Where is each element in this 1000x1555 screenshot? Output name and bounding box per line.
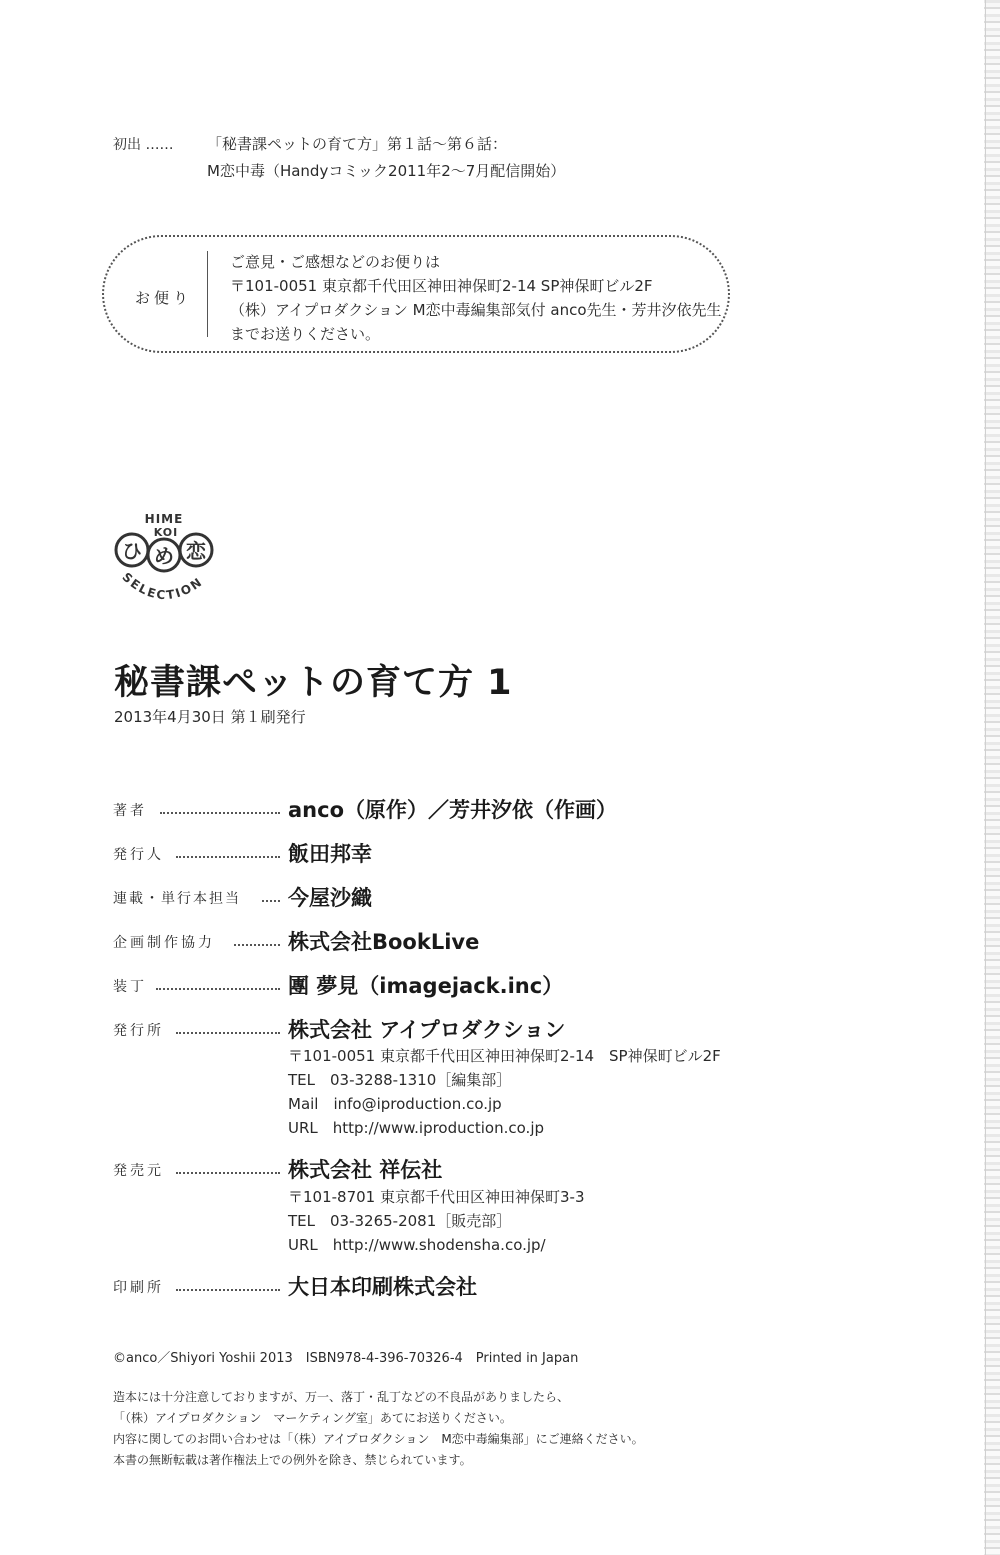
page-edge-line xyxy=(985,0,986,1555)
publisher-person-value: 飯田邦幸 xyxy=(288,842,372,866)
planning-label: 企画制作協力 xyxy=(113,935,215,951)
editor-label: 連載・単行本担当 xyxy=(113,891,241,907)
notice-line: 本書の無断転載は著作権法上での例外を除き、禁じられています。 xyxy=(113,1453,472,1467)
notice-line: 「（株）アイプロダクション マーケティング室」あてにお送りください。 xyxy=(113,1411,512,1425)
distributor-value: 株式会社 祥伝社 xyxy=(288,1158,443,1182)
leader-dots xyxy=(176,854,280,858)
publisher-address: 〒101-0051 東京都千代田区神田神保町2-14 SP神保町ビル2F xyxy=(288,1047,721,1065)
book-title: 秘書課ペットの育て方 1 xyxy=(114,663,513,703)
leader-dots xyxy=(262,898,280,902)
publisher-value: 株式会社 アイプロダクション xyxy=(288,1018,566,1042)
distributor-tel: TEL 03-3265-2081［販売部］ xyxy=(288,1212,512,1230)
leader-dots xyxy=(176,1170,280,1174)
distributor-address: 〒101-8701 東京都千代田区神田神保町3-3 xyxy=(288,1188,585,1206)
copyright-line: ©anco／Shiyori Yoshii 2013 ISBN978-4-396-70326-4 Printed in Japan xyxy=(113,1351,579,1366)
himekoi-selection-logo xyxy=(104,508,224,618)
logo-arc-textpath: SELECTION xyxy=(119,569,206,603)
logo-arc-text xyxy=(120,570,206,602)
distributor-url: URL http://www.shodensha.co.jp/ xyxy=(288,1236,546,1254)
page-edge xyxy=(984,0,1000,1555)
leader-dots xyxy=(176,1030,280,1034)
logo-glyph-1: ひ xyxy=(122,539,142,563)
letters-line: （株）アイプロダクション M恋中毒編集部気付 anco先生・芳井汐依先生 xyxy=(230,301,722,319)
first-publication-line2: M恋中毒（Handyコミック2011年2〜7月配信開始） xyxy=(207,162,566,180)
publisher-mail: Mail info@iproduction.co.jp xyxy=(288,1095,502,1113)
notice-line: 内容に関してのお問い合わせは「（株）アイプロダクション M恋中毒編集部」にご連絡ください。 xyxy=(113,1432,644,1446)
printer-value: 大日本印刷株式会社 xyxy=(288,1275,477,1299)
leader-dots xyxy=(156,986,280,990)
logo-top-text: HIME xyxy=(144,512,184,526)
letters-line: ご意見・ご感想などのお便りは xyxy=(230,253,441,271)
publication-date: 2013年4月30日 第１刷発行 xyxy=(114,708,306,726)
publisher-tel: TEL 03-3288-1310［編集部］ xyxy=(288,1071,512,1089)
first-publication-line1: 「秘書課ペットの育て方」第１話〜第６話： xyxy=(207,135,508,153)
first-publication-label: 初出 …… xyxy=(113,137,174,153)
publisher-person-label: 発行人 xyxy=(113,847,164,863)
letters-divider xyxy=(207,251,208,337)
editor-value: 今屋沙織 xyxy=(288,886,372,910)
letters-label: お便り xyxy=(135,289,193,307)
author-value: anco（原作）／芳井汐依（作画） xyxy=(288,798,617,822)
logo-glyph-2: め xyxy=(154,544,174,568)
letters-line: 〒101-0051 東京都千代田区神田神保町2-14 SP神保町ビル2F xyxy=(230,277,653,295)
leader-dots xyxy=(176,1287,280,1291)
letters-line: までお送りください。 xyxy=(230,325,381,343)
planning-value: 株式会社BookLive xyxy=(288,930,480,954)
author-label: 著者 xyxy=(113,803,147,819)
printer-label: 印刷所 xyxy=(113,1280,164,1296)
design-label: 装丁 xyxy=(113,979,147,995)
leader-dots xyxy=(234,942,280,946)
publisher-label: 発行所 xyxy=(113,1023,164,1039)
distributor-label: 発売元 xyxy=(113,1163,164,1179)
logo-sub-text: KOI xyxy=(153,526,179,539)
publisher-url: URL http://www.iproduction.co.jp xyxy=(288,1119,545,1137)
design-value: 團 夢見（imagejack.inc） xyxy=(288,974,564,998)
notice-line: 造本には十分注意しておりますが、万一、落丁・乱丁などの不良品がありましたら、 xyxy=(113,1390,570,1404)
leader-dots xyxy=(160,810,280,814)
logo-glyph-3: 恋 xyxy=(186,539,206,563)
